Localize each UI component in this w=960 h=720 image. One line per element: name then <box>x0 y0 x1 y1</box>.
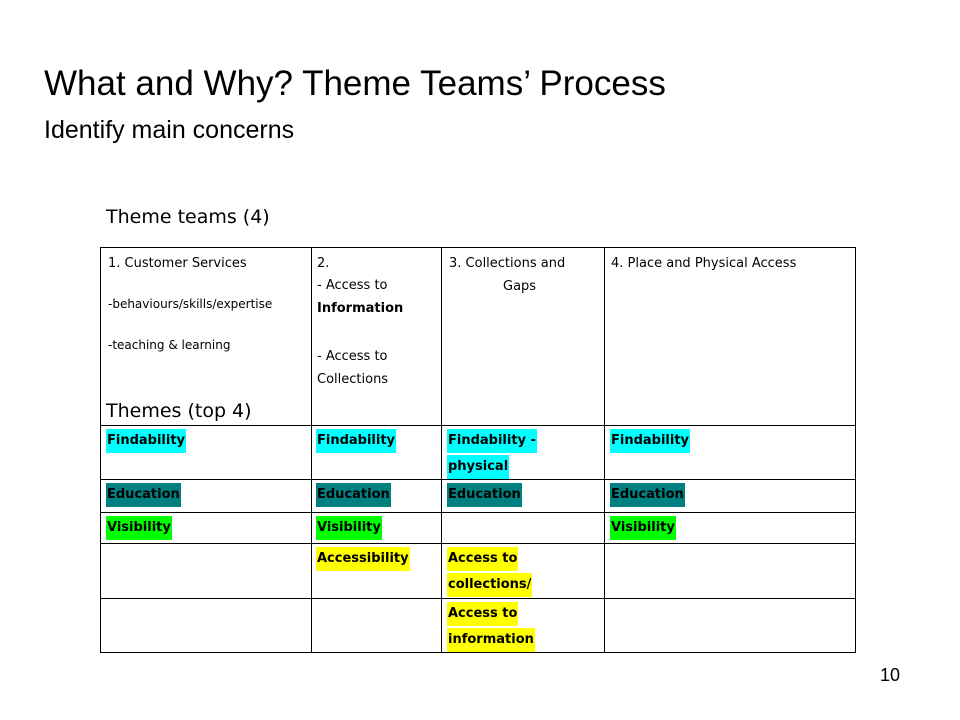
theme-findability-physical: physical <box>447 455 509 479</box>
table-row-divider <box>100 598 856 599</box>
table-row-divider <box>100 543 856 544</box>
team2-header-line: 2. <box>317 256 330 271</box>
team2-header-line: - Access to <box>317 278 388 293</box>
theme-education: Education <box>316 483 391 507</box>
theme-teams-label: Theme teams (4) <box>106 206 270 228</box>
theme-access-information: information <box>447 628 535 652</box>
team3-header-line: 3. Collections and <box>449 256 566 271</box>
theme-education: Education <box>610 483 685 507</box>
team2-header-line: Collections <box>317 372 389 387</box>
team2-header-line: Information <box>317 301 404 316</box>
team3-header-line: Gaps <box>503 279 537 294</box>
table-row-divider <box>100 425 856 426</box>
theme-access-information: Access to <box>447 602 518 626</box>
theme-education: Education <box>106 483 181 507</box>
theme-findability: Findability <box>610 429 690 453</box>
team1-note: -behaviours/skills/expertise <box>108 297 273 311</box>
table-row-divider <box>100 512 856 513</box>
table-row-divider <box>100 479 856 480</box>
theme-visibility: Visibility <box>316 516 382 540</box>
team1-note: -teaching & learning <box>108 338 231 352</box>
table-border-top <box>100 247 856 248</box>
table-column-divider <box>311 247 312 653</box>
theme-visibility: Visibility <box>610 516 676 540</box>
team1-header: 1. Customer Services <box>108 256 247 271</box>
team2-header-line: - Access to <box>317 349 388 364</box>
page-number: 10 <box>879 665 900 685</box>
theme-findability-physical: Findability - <box>447 429 537 453</box>
slide-title: What and Why? Theme Teams’ Process <box>44 64 666 103</box>
theme-access-collections: Access to <box>447 547 518 571</box>
themes-label: Themes (top 4) <box>106 400 252 422</box>
theme-education: Education <box>447 483 522 507</box>
table-border-bottom <box>100 652 856 653</box>
team4-header: 4. Place and Physical Access <box>611 256 797 271</box>
theme-access-collections: collections/ <box>447 573 532 597</box>
theme-findability: Findability <box>316 429 396 453</box>
table-border-right <box>855 247 856 653</box>
slide-subtitle: Identify main concerns <box>44 116 295 144</box>
table-column-divider <box>441 247 442 653</box>
theme-visibility: Visibility <box>106 516 172 540</box>
table-column-divider <box>604 247 605 653</box>
theme-findability: Findability <box>106 429 186 453</box>
theme-accessibility: Accessibility <box>316 547 410 571</box>
table-border-left <box>100 247 101 653</box>
